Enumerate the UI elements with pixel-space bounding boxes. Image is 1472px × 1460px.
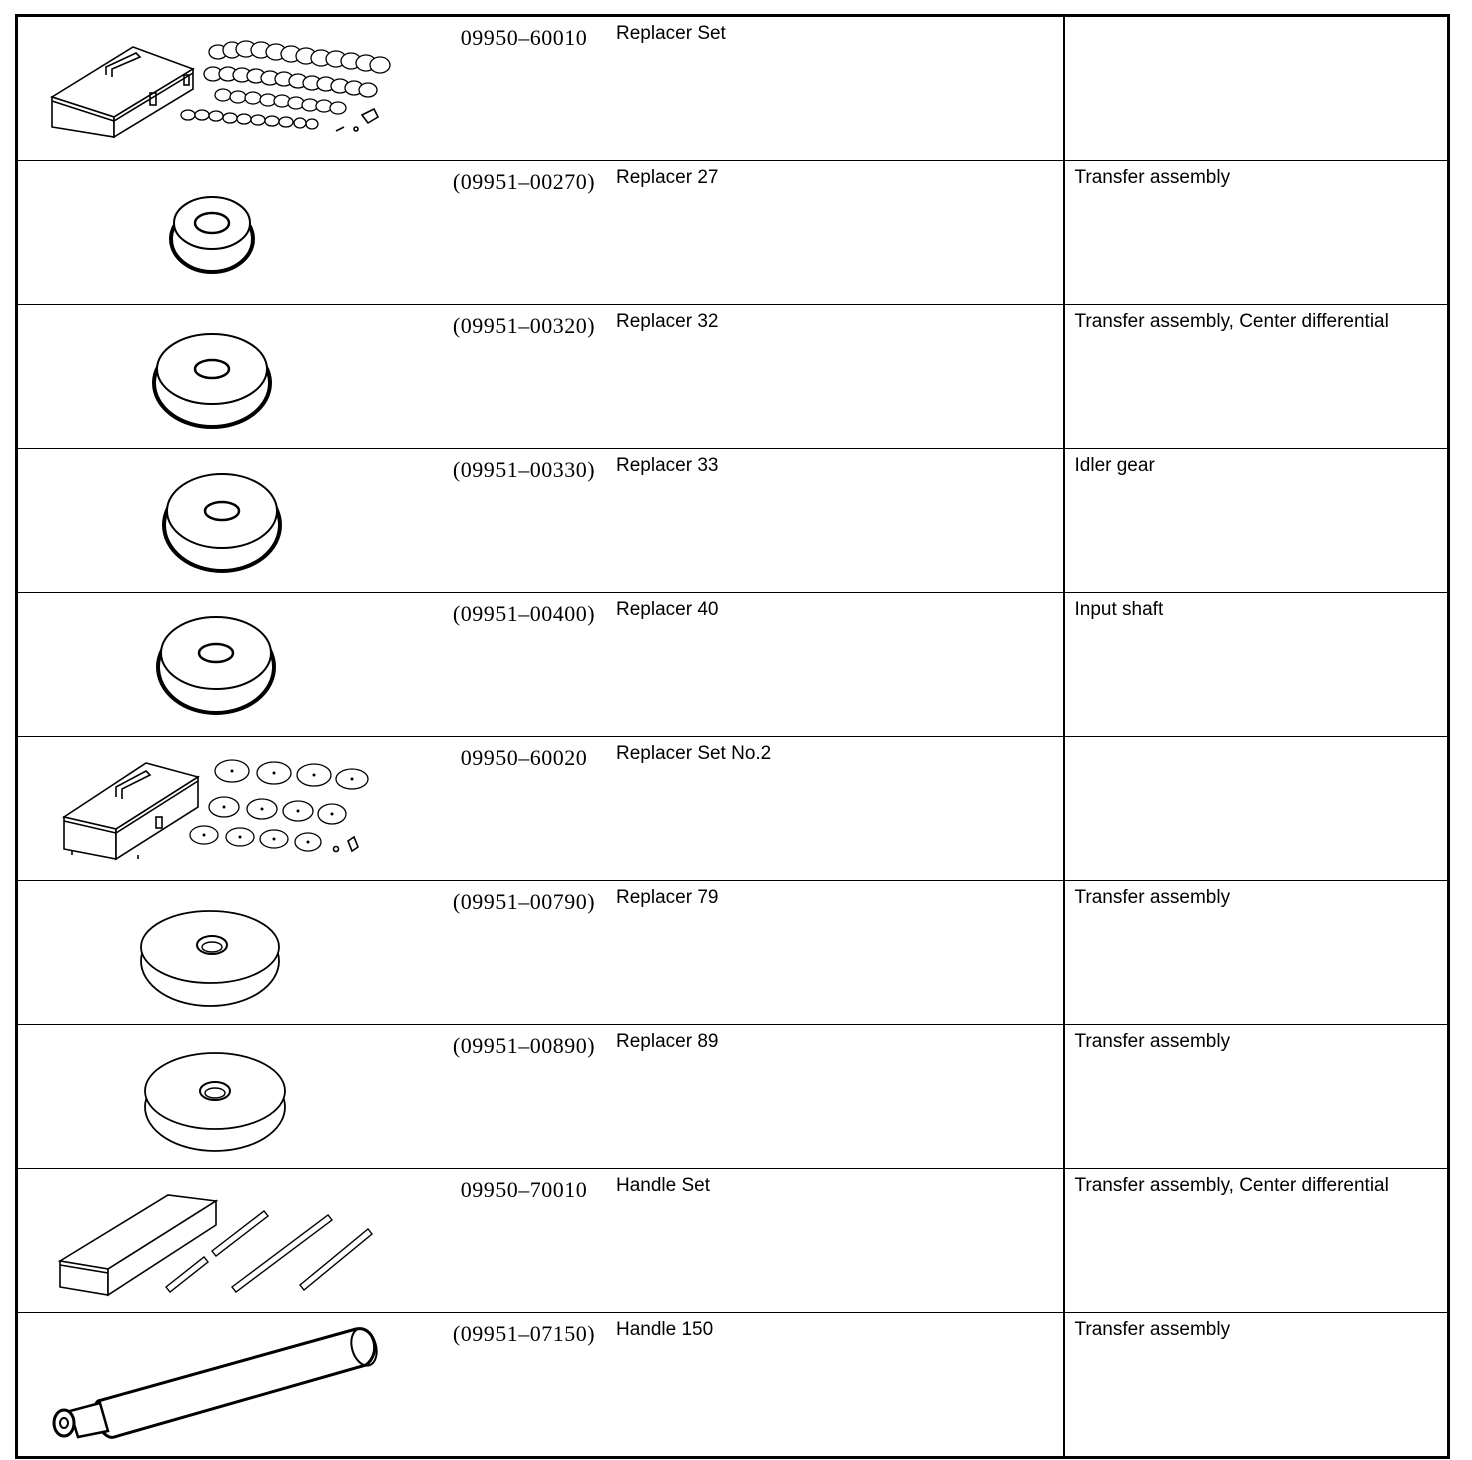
table-row [17, 161, 1449, 305]
part-name: Replacer 33 [616, 455, 719, 476]
tool-cell [17, 16, 1064, 161]
part-number: 09950–70010 [460, 1177, 588, 1202]
usage-cell [1064, 1313, 1449, 1458]
special-service-tools-table [15, 14, 1450, 1459]
usage-text: Transfer assembly [1074, 1031, 1231, 1052]
usage-cell [1064, 1025, 1449, 1169]
usage-cell [1064, 881, 1449, 1025]
part-number: (09951–00890) [452, 1033, 596, 1058]
usage-cell [1064, 305, 1449, 449]
usage-text: Idler gear [1074, 455, 1155, 476]
usage-cell [1064, 1169, 1449, 1313]
table-row [17, 881, 1449, 1025]
usage-cell [1064, 593, 1449, 737]
table-row [17, 1169, 1449, 1313]
table-row [17, 737, 1449, 881]
usage-cell [1064, 737, 1449, 881]
replacer-illustration [18, 881, 428, 1024]
usage-text: Transfer assembly [1074, 887, 1231, 908]
replacer-illustration [18, 593, 428, 736]
usage-text [1065, 737, 1448, 743]
usage-text: Transfer assembly, Center differential [1074, 311, 1389, 332]
part-name: Replacer 27 [616, 167, 719, 188]
part-name: Replacer Set No.2 [616, 743, 772, 764]
usage-text [1065, 17, 1448, 23]
replacer-illustration [18, 449, 428, 592]
tool-cell [17, 737, 1064, 881]
part-name: Handle 150 [616, 1319, 714, 1340]
tool-cell [17, 161, 1064, 305]
table-row [17, 1025, 1449, 1169]
handle-set-illustration [18, 1169, 428, 1312]
part-number: (09951–00330) [452, 457, 596, 482]
part-name: Replacer 89 [616, 1031, 719, 1052]
tool-cell [17, 881, 1064, 1025]
tool-cell [17, 449, 1064, 593]
usage-text: Transfer assembly [1074, 167, 1231, 188]
part-number: (09951–00400) [452, 601, 596, 626]
replacer-set-illustration [18, 737, 428, 880]
part-number: 09950–60010 [460, 25, 588, 50]
part-number: (09951–00320) [452, 313, 596, 338]
part-number: (09951–00790) [452, 889, 596, 914]
part-number: (09951–00270) [452, 169, 596, 194]
tool-cell [17, 593, 1064, 737]
usage-text: Transfer assembly [1074, 1319, 1231, 1340]
part-name: Replacer 79 [616, 887, 719, 908]
table-row [17, 449, 1449, 593]
part-number: (09951–07150) [452, 1321, 596, 1346]
replacer-illustration [18, 161, 428, 304]
usage-text: Input shaft [1074, 599, 1164, 620]
usage-cell [1064, 16, 1449, 161]
tool-cell [17, 1025, 1064, 1169]
tool-cell [17, 1313, 1064, 1458]
part-name: Replacer 40 [616, 599, 719, 620]
tool-cell [17, 305, 1064, 449]
part-number: 09950–60020 [460, 745, 588, 770]
part-name: Replacer Set [616, 23, 726, 44]
replacer-set-illustration [18, 17, 428, 160]
part-name: Handle Set [616, 1175, 711, 1196]
usage-text: Transfer assembly, Center differential [1074, 1175, 1389, 1196]
part-name: Replacer 32 [616, 311, 719, 332]
table-row [17, 593, 1449, 737]
table-row [17, 1313, 1449, 1458]
replacer-illustration [18, 1025, 428, 1168]
tool-cell [17, 1169, 1064, 1313]
handle-illustration [18, 1313, 428, 1456]
usage-cell [1064, 161, 1449, 305]
usage-cell [1064, 449, 1449, 593]
table-row [17, 16, 1449, 161]
table-row [17, 305, 1449, 449]
replacer-illustration [18, 305, 428, 448]
